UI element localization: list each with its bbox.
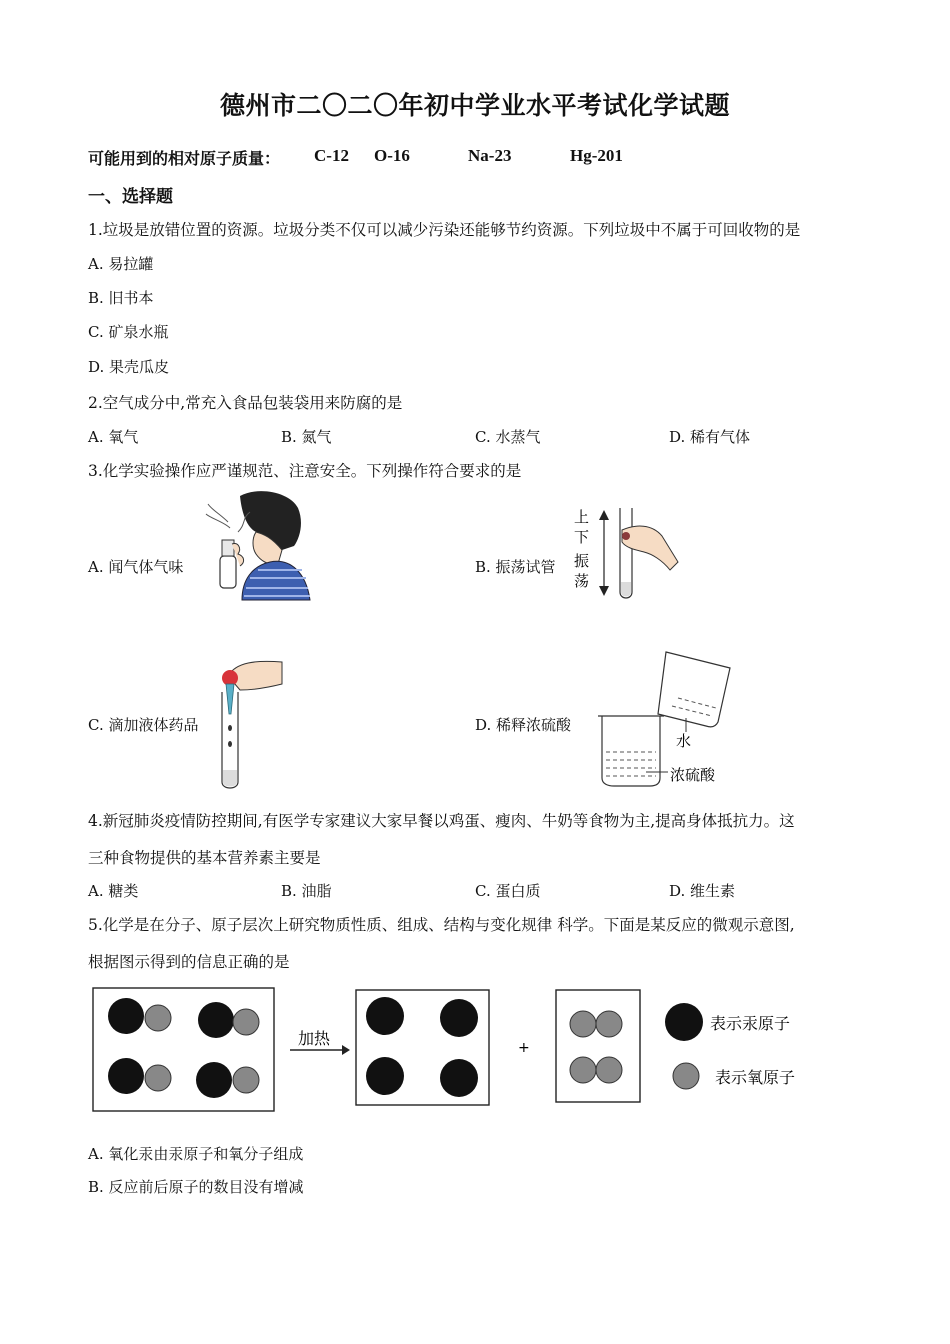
fig-d-label-acid: 浓硫酸 [670, 766, 716, 784]
mercury-atom [366, 1057, 404, 1095]
reaction-micro-diagram [88, 982, 828, 1114]
q5-stem-line1: 5.化学是在分子、原子层次上研究物质性质、组成、结构与变化规律 科学。下面是某反应的微观示意图, [88, 916, 795, 934]
page-title: 德州市二〇二〇年初中学业水平考试化学试题 [219, 91, 730, 120]
plus-sign: + [518, 1040, 530, 1056]
q3-option-b: B. 振荡试管 [475, 558, 556, 576]
q5-option-b: B. 反应前后原子的数目没有增减 [88, 1178, 304, 1196]
q1-option-d: D. 果壳瓜皮 [88, 358, 170, 376]
legend-mercury-label: 表示汞原子 [710, 1014, 791, 1033]
q2-option-d: D. 稀有气体 [669, 428, 751, 446]
q5-option-a: A. 氧化汞由汞原子和氧分子组成 [88, 1145, 304, 1163]
q3-option-c: C. 滴加液体药品 [88, 716, 199, 734]
q3-option-a: A. 闻气体气味 [88, 558, 184, 576]
oxygen-product-box [556, 990, 640, 1102]
mass-item-na: Na-23 [468, 146, 512, 165]
section-heading: 一、选择题 [88, 187, 173, 207]
q4-stem-line2: 三种食物提供的基本营养素主要是 [88, 849, 321, 867]
mercury-atom [366, 997, 404, 1035]
shake-tube-illustration [566, 500, 686, 610]
q1-option-c: C. 矿泉水瓶 [88, 323, 169, 341]
q3-stem: 3.化学实验操作应严谨规范、注意安全。下列操作符合要求的是 [88, 462, 522, 480]
fig-b-label-shang: 上 [574, 508, 590, 526]
atomic-mass-label: 可能用到的相对原子质量： [88, 149, 281, 168]
q4-stem-line1: 4.新冠肺炎疫情防控期间,有医学专家建议大家早餐以鸡蛋、瘦肉、牛奶等食物为主,提高身体抵抗力。这 [88, 812, 795, 830]
mercury-atom [440, 1059, 478, 1097]
q2-option-a: A. 氧气 [88, 428, 139, 446]
fig-b-label-zhen: 振 [574, 552, 590, 570]
fig-d-label-water: 水 [676, 732, 692, 750]
mass-item-c: C-12 [314, 146, 349, 165]
legend-oxygen-label: 表示氧原子 [715, 1068, 796, 1087]
q2-option-b: B. 氮气 [281, 428, 332, 446]
fig-b-label-dang: 荡 [574, 572, 590, 590]
q1-stem: 1.垃圾是放错位置的资源。垃圾分类不仅可以减少污染还能够节约资源。下列垃圾中不属于可回收物的是 [88, 221, 801, 239]
mercury-atom [440, 999, 478, 1037]
legend-mercury-symbol [665, 1003, 703, 1041]
smell-gas-illustration [198, 488, 316, 606]
fig-b-label-xia: 下 [574, 528, 590, 546]
q1-option-b: B. 旧书本 [88, 289, 154, 307]
dropper-illustration [212, 654, 286, 794]
q2-option-c: C. 水蒸气 [475, 428, 541, 446]
dilute-acid-illustration [588, 646, 738, 794]
legend-oxygen-symbol [673, 1063, 699, 1089]
q3-option-d: D. 稀释浓硫酸 [475, 716, 572, 734]
mass-item-o: O-16 [374, 146, 410, 165]
q4-option-a: A. 糖类 [88, 882, 139, 900]
q4-option-b: B. 油脂 [281, 882, 332, 900]
arrow-label-heat: 加热 [298, 1029, 331, 1048]
q4-option-c: C. 蛋白质 [475, 882, 541, 900]
q4-option-d: D. 维生素 [669, 882, 736, 900]
q2-stem: 2.空气成分中,常充入食品包装袋用来防腐的是 [88, 394, 403, 412]
atomic-mass-line [88, 146, 788, 170]
q1-option-a: A. 易拉罐 [88, 255, 154, 273]
mass-item-hg: Hg-201 [570, 146, 623, 165]
q5-stem-line2: 根据图示得到的信息正确的是 [88, 953, 290, 971]
